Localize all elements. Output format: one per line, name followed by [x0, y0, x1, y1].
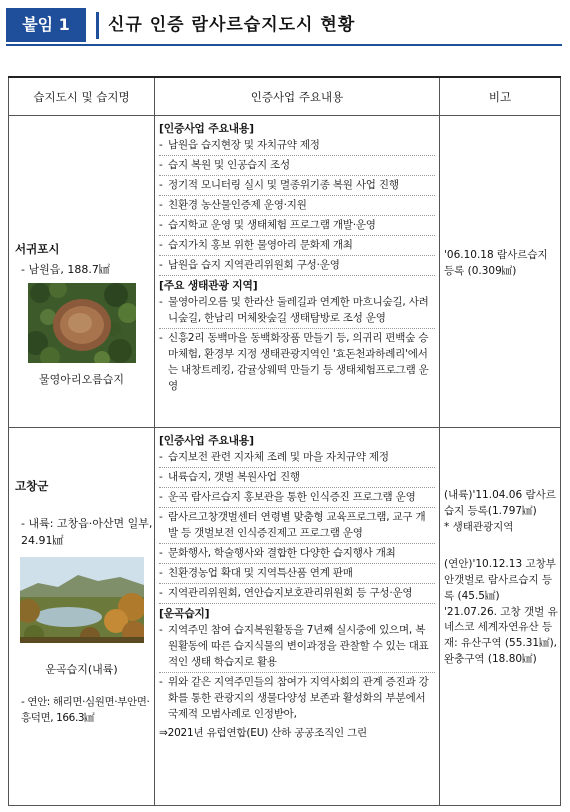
registration-note: (내륙)'11.04.06 람사르습지 등록(1.797㎢)	[444, 489, 556, 517]
col-header-city: 습지도시 및 습지명	[9, 77, 155, 116]
city-area-inland: - 내륙: 고창읍·아산면 일부, 24.91㎢	[21, 517, 153, 547]
col-header-content: 인증사업 주요내용	[155, 77, 440, 116]
city-area: - 남원읍, 188.7㎢	[21, 263, 110, 276]
list-item: - 내륙습지, 갯벌 복원사업 진행	[159, 470, 435, 488]
list-item: - 물영아리오름 및 한라산 둘레길과 연계한 마흐니숲길, 사려니숲길, 한남리 머체왓숲길 생태탐방로 조성 운영	[159, 295, 435, 329]
city-cell	[9, 428, 155, 806]
registration-note: (연안)'10.12.13 고창부안갯벌로 람사르습지 등록 (45.5㎢)	[444, 558, 556, 602]
list-item: - 지역주민 참여 습지복원활동을 7년째 실시중에 있으며, 복원활동에 따른 습지식물의 변이과정을 관찰할 수 있는 대표적인 생태 학습지로 활용	[159, 623, 435, 673]
city-name: 고창군	[15, 479, 49, 493]
list-item: - 신흥2리 동백마을 동백화장품 만들기 등, 의귀리 편백숲 승마체험, 환경부 지정 생태관광지역인 '효돈천과하례리'에서는 내창트레킹, 감귤상웨떡 만들기 등 생태체험프로그램 운영	[159, 332, 429, 393]
section-title: [주요 생태관광 지역]	[159, 279, 258, 293]
list-item: - 습지보전 관련 지자체 조례 및 마을 자치규약 제정	[159, 450, 435, 468]
result-arrow-text: ⇒2021년 유럽연합(EU) 산하 공공조직인 그린	[159, 727, 367, 740]
list-item: - 정기적 모니터링 실시 및 멸종위기종 복원 사업 진행	[159, 178, 435, 196]
ecotourism-note: * 생태관광지역	[444, 520, 514, 533]
section-title: [인증사업 주요내용]	[159, 434, 254, 447]
list-item: - 남원읍 습지 지역관리위원회 구성·운영	[159, 258, 435, 276]
list-item: - 지역관리위원회, 연안습지보호관리위원회 등 구성·운영	[159, 586, 435, 604]
list-item: - 습지가치 홍보 위한 물영아리 문화제 개최	[159, 238, 435, 256]
header-accent-bar	[96, 12, 99, 39]
registration-note: '06.10.18 람사르습지 등록 (0.309㎢)	[444, 249, 548, 277]
page-header	[6, 8, 562, 42]
city-area-coastal: - 연안: 해리면·심원면·부안면·흥덕면, 166.3㎢	[21, 696, 150, 724]
table-header-row	[9, 77, 561, 116]
list-item: - 친환경 농산물인증제 운영·지원	[159, 198, 435, 216]
section-title: [운곡습지]	[159, 607, 210, 621]
note-cell	[440, 116, 561, 428]
unesco-note: '21.07.26. 고창 갯벌 유네스코 세계자연유산 등재: 유산구역 (55.31㎢), 완충구역 (18.80㎢)	[444, 605, 558, 665]
ramsar-cities-table	[8, 76, 561, 806]
note-cell	[440, 428, 561, 806]
table-row	[9, 116, 561, 428]
city-name: 서귀포시	[15, 242, 60, 256]
list-item: - 습지학교 운영 및 생태체험 프로그램 개발·운영	[159, 218, 435, 236]
col-header-note: 비고	[440, 77, 561, 116]
list-item: - 친환경농업 확대 및 지역특산품 연계 판매	[159, 566, 435, 584]
list-item: - 문화행사, 학술행사와 결합한 다양한 습지행사 개최	[159, 546, 435, 564]
list-item: - 운곡 람사르습지 홍보관을 통한 인식증진 프로그램 운영	[159, 490, 435, 508]
wetland-photo	[20, 557, 144, 643]
content-cell	[155, 428, 440, 806]
table-row	[9, 428, 561, 806]
photo-caption: 물영아리오름습지	[38, 373, 124, 386]
photo-caption: 운곡습지(내륙)	[45, 663, 118, 676]
page-title: 신규 인증 람사르습지도시 현황	[108, 15, 356, 35]
list-item: - 위와 같은 지역주민들의 참여가 지역사회의 관계 증진과 강화를 통한 관광지의 생물다양성 보존과 활성화의 부분에서 국제적 모범사례로 인정받아,	[159, 676, 429, 721]
city-cell	[9, 116, 155, 428]
attachment-badge: 붙임 1	[6, 8, 86, 42]
header-underline	[6, 44, 562, 46]
section-title: [인증사업 주요내용]	[159, 122, 254, 135]
content-cell	[155, 116, 440, 428]
list-item: - 남원읍 습지현장 및 자치규약 제정	[159, 138, 435, 156]
list-item: - 람사르고창갯벌센터 연령별 맞춤형 교육프로그램, 교구 개발 등 갯벌보전 인식증진제고 프로그램 운영	[159, 510, 435, 544]
wetland-aerial-photo	[28, 283, 136, 363]
list-item: - 습지 복원 및 인공습지 조성	[159, 158, 435, 176]
